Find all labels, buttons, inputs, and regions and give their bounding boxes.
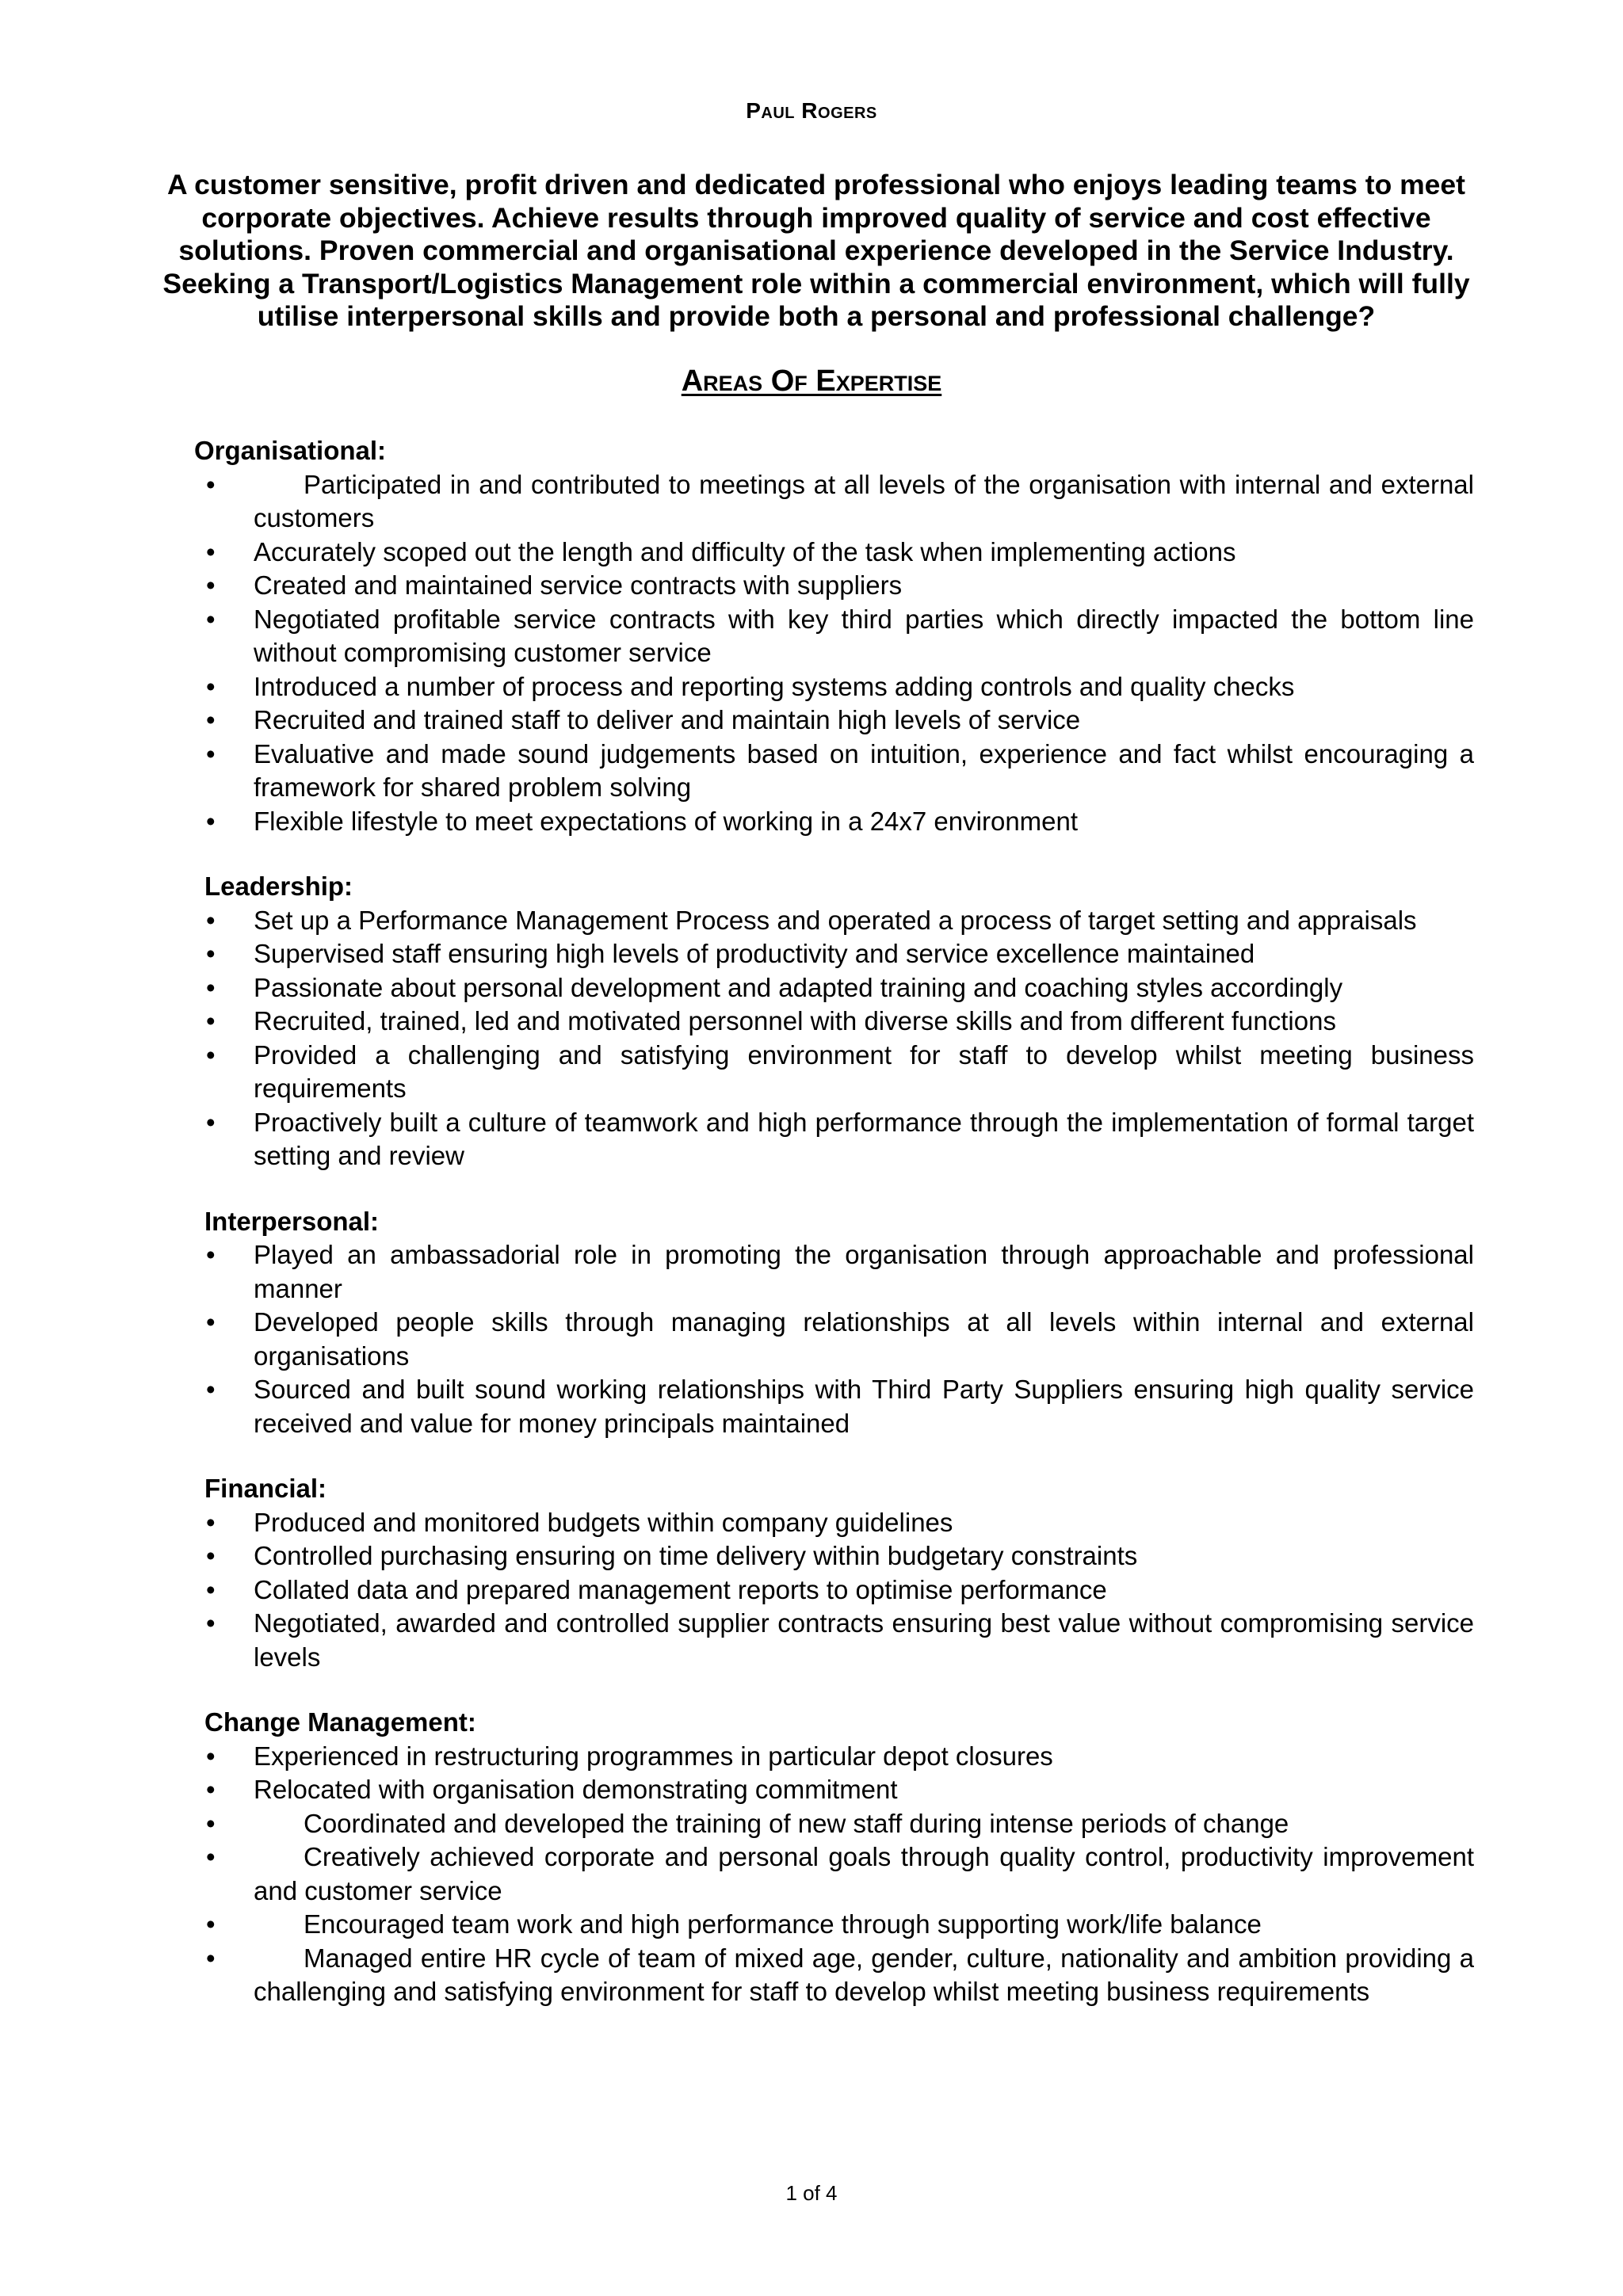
bullet-list <box>202 468 1474 839</box>
bullet-icon: • <box>206 939 216 968</box>
bullet-icon: • <box>206 738 216 769</box>
section-heading: Change Management: <box>204 1707 476 1737</box>
list-item: • Provided a challenging and satisfying environment for staff to develop whilst meeting business requirements <box>206 1039 1474 1103</box>
bullet-icon: • <box>206 1574 216 1604</box>
bullet-list <box>202 904 1474 1173</box>
areas-of-expertise-title: Areas Of Expertise <box>681 364 942 398</box>
bullet-icon: • <box>206 570 216 600</box>
list-item: • Negotiated profitable service contracts with key third parties which directly impacted the bottom line without compromising customer service <box>206 604 1474 667</box>
bullet-icon: • <box>206 1307 216 1337</box>
list-item: • Creatively achieved corporate and personal goals through quality control, productivity improvement and customer service <box>206 1842 1474 1905</box>
list-item: • Set up a Performance Management Process and operated a process of target setting and appraisals <box>202 904 1474 938</box>
bullet-icon: • <box>206 1507 216 1537</box>
bullet-list <box>202 1740 1474 2009</box>
bullet-icon: • <box>206 705 216 734</box>
page-number: 1 of 4 <box>785 2181 838 2205</box>
list-item: • Negotiated, awarded and controlled supplier contracts ensuring best value without compromising service levels <box>206 1608 1474 1672</box>
bullet-icon: • <box>206 1375 216 1404</box>
section-heading: Interpersonal: <box>204 1206 380 1236</box>
bullet-icon: • <box>206 604 216 634</box>
list-item: • Played an ambassadorial role in promoting the organisation through approachable and professional manner <box>206 1240 1474 1303</box>
bullet-icon: • <box>206 1608 216 1638</box>
section-heading: Financial: <box>204 1474 327 1503</box>
list-item: • Controlled purchasing ensuring on time delivery within budgetary constraints <box>202 1539 1474 1573</box>
list-item: • Experienced in restructuring programmes in particular depot closures <box>202 1740 1474 1774</box>
list-item: • Introduced a number of process and reporting systems adding controls and quality checks <box>202 670 1474 704</box>
list-item: • Encouraged team work and high performance through supporting work/life balance <box>202 1908 1474 1942</box>
expertise-content <box>194 434 1474 2041</box>
section-change-management <box>202 1706 1474 2009</box>
section-heading: Organisational: <box>194 436 387 465</box>
bullet-icon: • <box>206 1741 216 1771</box>
list-item: • Passionate about personal development and adapted training and coaching styles accordingly <box>202 971 1474 1005</box>
list-item: • Collated data and prepared management reports to optimise performance <box>202 1573 1474 1608</box>
bullet-list <box>202 1506 1474 1675</box>
bullet-icon: • <box>206 1909 216 1939</box>
bullet-icon: • <box>206 1808 216 1838</box>
bullet-icon: • <box>206 905 216 935</box>
list-item: • Managed entire HR cycle of team of mixed age, gender, culture, nationality and ambition providing a challenging and satisfying environment for staff to develop whilst meeting business requirements <box>206 1943 1474 2006</box>
list-item: • Flexible lifestyle to meet expectations of working in a 24x7 environment <box>202 805 1474 839</box>
bullet-icon: • <box>206 536 216 566</box>
bullet-icon: • <box>206 1541 216 1570</box>
section-financial <box>202 1472 1474 1674</box>
section-heading: Leadership: <box>204 871 353 901</box>
bullet-icon: • <box>206 1240 216 1269</box>
list-item: • Supervised staff ensuring high levels of productivity and service excellence maintained <box>202 937 1474 971</box>
candidate-name: Paul Rogers <box>746 98 877 123</box>
bullet-icon: • <box>206 671 216 701</box>
list-item: • Coordinated and developed the training of new staff during intense periods of change <box>202 1807 1474 1841</box>
bullet-list <box>202 1238 1474 1440</box>
section-organisational <box>194 434 1474 838</box>
list-item: • Participated in and contributed to meetings at all levels of the organisation with internal and external customers <box>206 469 1474 532</box>
list-item: • Recruited and trained staff to deliver and maintain high levels of service <box>202 704 1474 738</box>
bullet-icon: • <box>206 1107 216 1137</box>
section-interpersonal <box>202 1205 1474 1441</box>
list-item: • Sourced and built sound working relationships with Third Party Suppliers ensuring high quality service received and value for money principals maintained <box>206 1375 1474 1438</box>
bullet-icon: • <box>206 1775 216 1804</box>
bullet-icon: • <box>206 1943 216 1973</box>
list-item: • Evaluative and made sound judgements based on intuition, experience and fact whilst encouraging a framework for shared problem solving <box>206 738 1474 802</box>
profile-summary: A customer sensitive, profit driven and dedicated professional who enjoys leading teams to meet corporate objectives. Achieve results through improved quality of service and cost effective solutions. Proven commercial and organisational experience developed in the Service Industry. Seeking a Transport/Logistics Management role within a commercial environment, which will fully utilise interpersonal skills and provide both a personal and professional challenge? <box>162 169 1470 332</box>
list-item: • Accurately scoped out the length and difficulty of the task when implementing actions <box>202 536 1474 570</box>
bullet-icon: • <box>206 1039 216 1070</box>
bullet-icon: • <box>206 1842 216 1871</box>
list-item: • Recruited, trained, led and motivated personnel with diverse skills and from different functions <box>202 1005 1474 1039</box>
bullet-icon: • <box>206 806 216 836</box>
list-item: • Produced and monitored budgets within company guidelines <box>202 1506 1474 1540</box>
bullet-icon: • <box>206 1006 216 1035</box>
list-item: • Created and maintained service contracts with suppliers <box>202 569 1474 603</box>
list-item: • Developed people skills through managing relationships at all levels within internal and external organisations <box>206 1307 1474 1371</box>
section-leadership <box>202 870 1474 1173</box>
bullet-icon: • <box>206 972 216 1002</box>
list-item: • Proactively built a culture of teamwork and high performance through the implementation of formal target setting and review <box>206 1107 1474 1170</box>
list-item: • Relocated with organisation demonstrating commitment <box>202 1773 1474 1807</box>
bullet-icon: • <box>206 469 216 499</box>
